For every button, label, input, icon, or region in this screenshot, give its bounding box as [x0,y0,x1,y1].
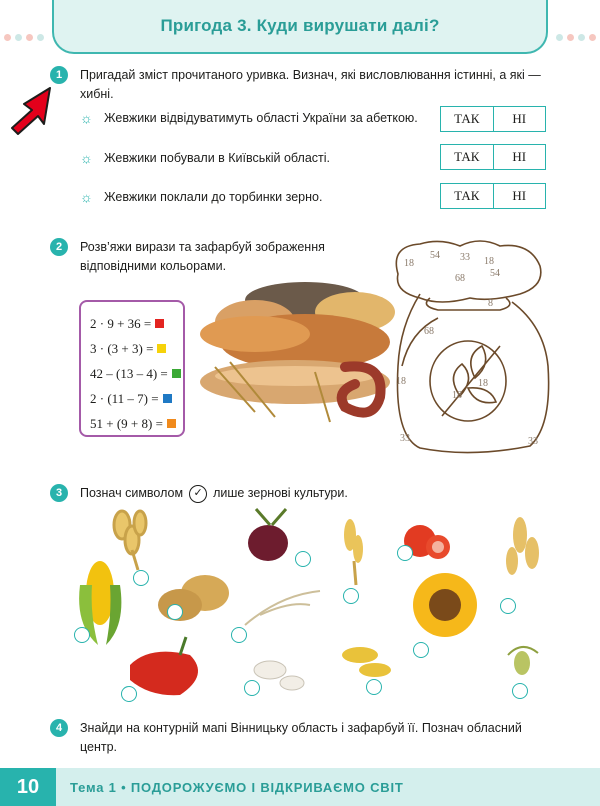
answer-circle[interactable] [231,627,247,643]
answer-circle[interactable] [167,604,183,620]
answer-circle[interactable] [295,551,311,567]
svg-text:33: 33 [528,436,538,447]
answer-circle[interactable] [512,683,528,699]
pepper-icon [130,637,198,695]
task-number-2: 2 [50,238,68,256]
true-false-box [440,144,546,170]
answer-circle[interactable] [133,570,149,586]
true-option[interactable]: ТАК [441,107,494,131]
svg-text:68: 68 [424,326,434,337]
expression-row [90,311,183,336]
wheat-icon [114,511,146,570]
svg-text:8: 8 [488,298,493,309]
mushroom-icon [254,661,304,690]
color-swatch-blue [163,394,172,403]
grain-sack-outline [380,236,555,460]
sunflower-icon [413,573,477,637]
expression-row [90,386,183,411]
statement-row [80,150,330,166]
svg-text:18: 18 [478,378,488,389]
statement-text: Жевжики відвідуватимуть області України за абеткою. [104,111,418,125]
red-arrow-icon [4,84,62,136]
checkmark-circle-icon: ✓ [189,485,207,503]
task4-text-line1: Знайди на контурній мапі Вінницьку область і зафарбуй її. Познач обласний [80,721,522,735]
statement-row [80,189,322,205]
answer-circle[interactable] [244,680,260,696]
svg-text:33: 33 [400,433,410,444]
topic-title: Тема 1 • ПОДОРОЖУЄМО І ВІДКРИВАЄМО СВІТ [70,779,404,795]
expression-text: 51 + (9 + 8) = [90,415,163,431]
decorative-dots-right [556,28,600,38]
topic-band [56,768,600,806]
task-number-4: 4 [50,719,68,737]
color-swatch-red [155,319,164,328]
expression-text: 42 – (13 – 4) = [90,365,168,381]
true-option[interactable]: ТАК [441,184,494,208]
page-number: 10 [0,768,56,806]
task1-text-line2: хибні. [80,87,114,101]
task1-text-line1: Пригадай зміст прочитаного уривка. Визнач, які висловлювання істинні, а які — [80,68,541,82]
true-option[interactable]: ТАК [441,145,494,169]
svg-text:18: 18 [396,376,406,387]
expressions-frame [79,300,185,437]
expression-text: 2 · (11 – 7) = [90,390,159,406]
answer-circle[interactable] [121,686,137,702]
answer-circle[interactable] [397,545,413,561]
svg-text:33: 33 [460,252,470,263]
sun-bullet-icon: ☼ [80,150,93,166]
answer-circle[interactable] [74,627,90,643]
statement-row [80,110,418,126]
decorative-dots-left [4,28,48,38]
svg-text:54: 54 [490,268,500,279]
answer-circle[interactable] [500,598,516,614]
bread-illustration [195,272,410,432]
true-false-box [440,183,546,209]
svg-text:18: 18 [452,390,462,401]
answer-circle[interactable] [343,588,359,604]
svg-text:68: 68 [455,273,465,284]
page-title: Пригода 3. Куди вирушати далі? [160,16,440,35]
expression-row [90,361,183,386]
wheat-icon [506,517,539,575]
expression-row [90,411,183,436]
buckwheat-icon [508,647,538,675]
beet-icon [248,509,288,561]
page-title-tab [52,0,548,54]
false-option[interactable]: НІ [512,111,527,126]
sun-bullet-icon: ☼ [80,110,93,126]
answer-circle[interactable] [366,679,382,695]
color-swatch-orange [167,419,176,428]
crops-illustration [60,505,560,705]
page-footer [0,768,600,806]
wheat-icon [344,519,363,585]
task2-text-line2: відповідними кольорами. [80,259,227,273]
color-swatch-green [172,369,181,378]
expression-row [90,336,183,361]
task-number-1: 1 [50,66,68,84]
statement-text: Жевжики поклали до торбинки зерно. [104,190,323,204]
true-false-box [440,106,546,132]
svg-text:18: 18 [404,258,414,269]
expression-text: 3 · (3 + 3) = [90,340,154,356]
answer-circle[interactable] [413,642,429,658]
svg-text:18: 18 [484,256,494,267]
sun-bullet-icon: ☼ [80,189,93,205]
oat-icon [245,591,320,625]
task3-text-before: Познач символом [80,486,184,500]
task3-text-after: лише зернові культури. [213,486,348,500]
task2-text-line1: Розв’яжи вирази та зафарбуй зображення [80,240,325,254]
false-option[interactable]: НІ [512,149,527,164]
task-number-3: 3 [50,484,68,502]
color-swatch-yellow [157,344,166,353]
expression-text: 2 · 9 + 36 = [90,315,152,331]
false-option[interactable]: НІ [512,188,527,203]
statement-text: Жевжики побували в Київській області. [104,151,331,165]
millet-icon [342,647,391,677]
svg-text:54: 54 [430,250,440,261]
task4-text-line2: центр. [80,740,118,754]
